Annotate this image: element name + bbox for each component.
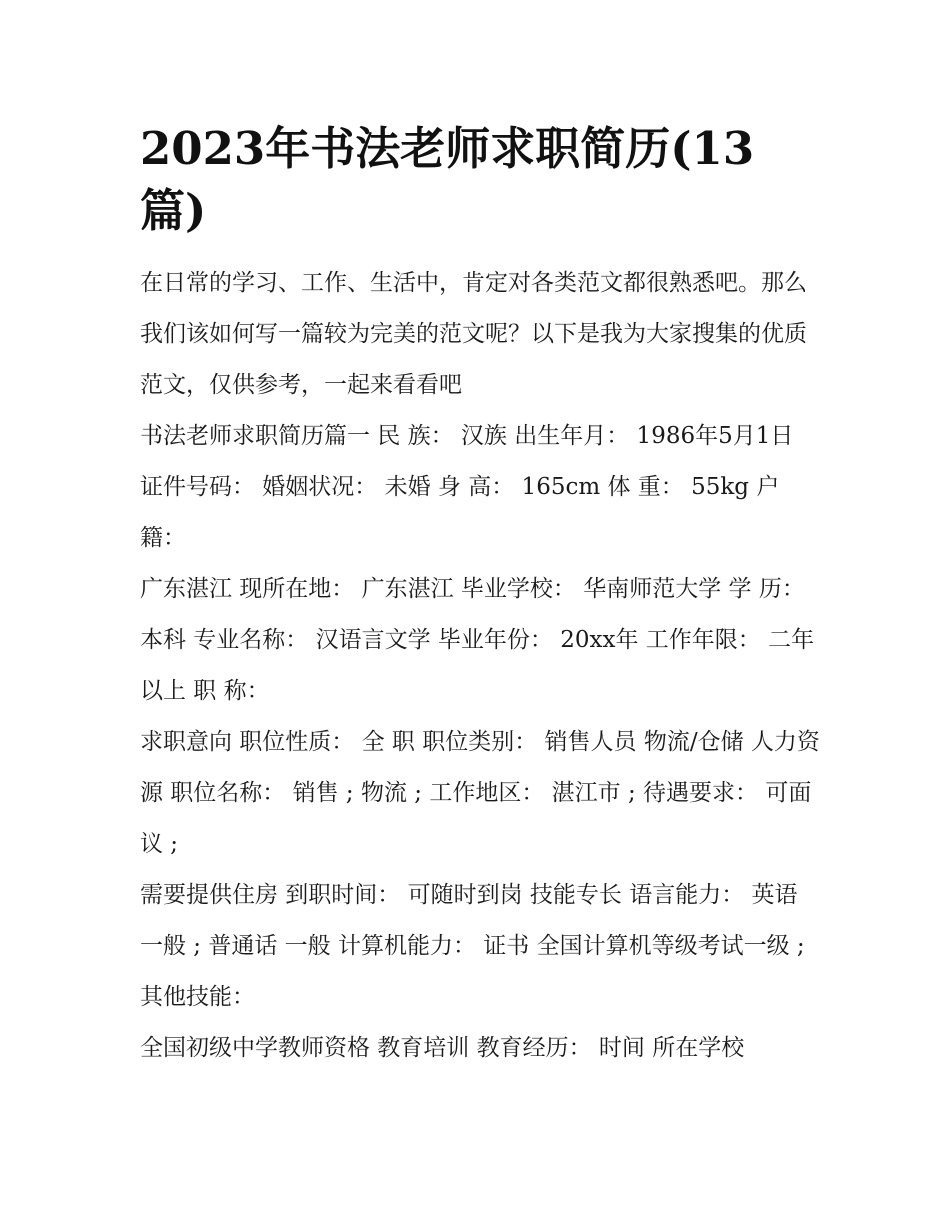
document-body [140,258,820,1074]
document-page [140,118,820,1074]
paragraph-skills: 需要提供住房 到职时间： 可随时到岗 技能专长 语言能力： 英语 一般 ; 普通话 一般 计算机能力： 证书 全国计算机等级考试一级 ; 其他技能： [140,882,805,1010]
paragraph-training: 全国初级中学教师资格 教育培训 教育经历： 时间 所在学校 [140,1035,745,1061]
document-title: 2023年书法老师求职简历(13篇) [140,122,755,237]
paragraph-intro: 在日常的学习、工作、生活中，肯定对各类范文都很熟悉吧。那么我们该如何写一篇较为完美的范文呢？以下是我为大家搜集的优质范文，仅供参考，一起来看看吧 [140,270,807,398]
paragraph-personal-info: 书法老师求职简历篇一 民 族： 汉族 出生年月： 1986年5月1日 证件号码： 婚姻状况： 未婚 身 高： 165cm 体 重： 55kg 户 籍： [140,423,794,551]
paragraph-job-intention: 求职意向 职位性质： 全 职 职位类别： 销售人员 物流/仓储 人力资源 职位名称： 销售 ; 物流 ; 工作地区： 湛江市 ; 待遇要求： 可面议 ; [140,729,820,857]
paragraph-education: 广东湛江 现所在地： 广东湛江 毕业学校： 华南师范大学 学 历： 本科 专业名称： 汉语言文学 毕业年份： 20xx年 工作年限： 二年以上 职 称： [140,576,815,704]
